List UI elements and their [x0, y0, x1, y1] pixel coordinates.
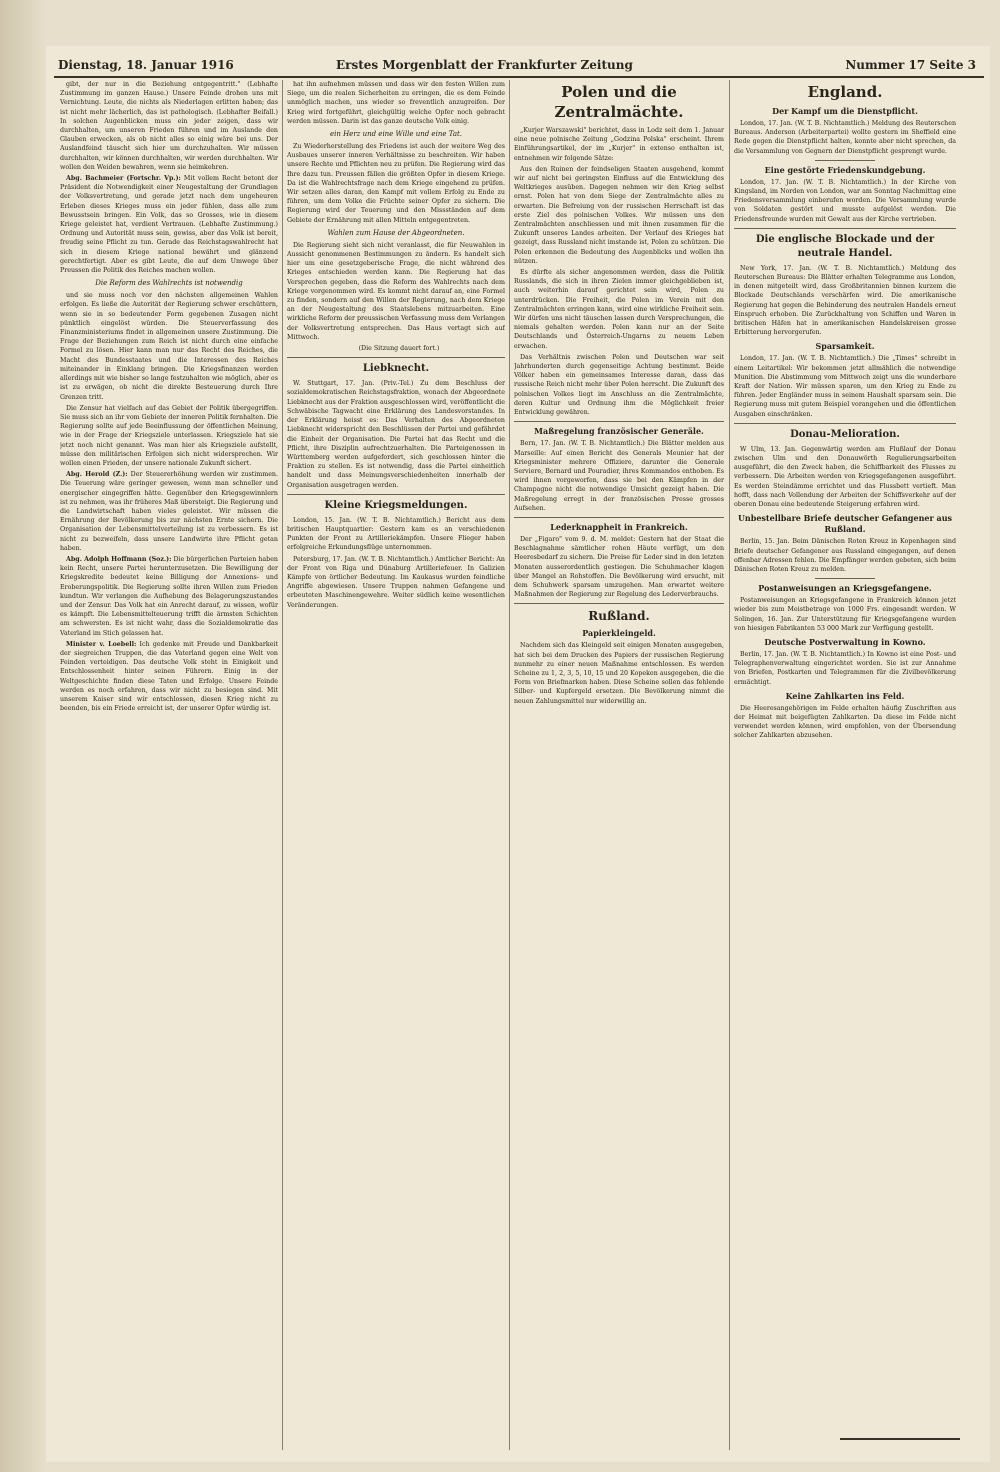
article-paragraph: Zu Wiederherstellung des Friedens ist auch der weitere Weg des Ausbaues unserer inneren Verhältnisse zu beschreiten. Wir haben unsere Rechte und Pflichten neu zu prüfen. Die Regierung wird das Ihre dazu tun. Preussen fällen die größten Opfer in diesem Kriege. Da ist die Wahlrechtsfrage nach dem Kriege eingehend zu prüfen. Wir setzen alles daran, den Kampf mit vollem Erfolg zu Ende zu führen, um dem Volke die Früchte seiner Opfer zu sichern. Die Regierung wird der Teuerung und den Missständen auf dem Gebiete der Ernährung mit allen Mitteln entgegentreten. [287, 143, 505, 224]
article-paragraph: London, 17. Jan. (W. T. B. Nichtamtlich.) Die „Times" schreibt in einem Leitartikel: Wir bekommen jetzt allmählich die notwendige Munition. Die Abstimmung vom Mittwoch zeigt uns die wunderbare Kraft der Nation. Wir müssen sparen, um den Krieg zu Ende zu führen. Jeder Engländer muss in seinem Haushalt sparsam sein. Die Regierung muss mit gutem Beispiel vorangehen und die öffentlichen Ausgaben einschränken. [734, 355, 956, 418]
column-4 [734, 80, 956, 1448]
section-divider [514, 421, 724, 422]
column-1 [60, 80, 278, 1448]
bottom-rule [840, 1438, 960, 1446]
subheading: ein Herz und eine Wille und eine Tat. [329, 130, 463, 139]
article-heading: Donau-Melioration. [790, 428, 900, 440]
article-paragraph: Nachdem sich das Kleingeld seit einigen Monaten ausgegeben, hat sich bei dem Drucken des Papiers der russischen Regierung nunmehr zu einer neuen Maßnahme entschlossen. Es werden Scheine zu 1, 2, 3, 5, 10, 15 und 20 Kopeken ausgegeben, die die Form von Briefmarken haben. Diese Scheine sollen das fehlende Silber- und Kupfergeld ersetzen. Die Bevölkerung nimmt die neuen Zahlungsmittel nur widerwillig an. [514, 642, 724, 705]
article-heading: England. [807, 83, 883, 101]
article-subheading: Sparsamkeit. [815, 341, 875, 352]
article-paragraph: Die Regierung sieht sich nicht veranlasst, die für Neuwahlen in Aussicht genommenen Bestimmungen zu ändern. Es handelt sich hier um eine gesetzgeberische Frage, die nicht während des Krieges entschieden werden kann. Die Regierung hat das Versprechen gegeben, dass die Reform des Wahlrechts nach dem Kriege vorgenommen wird. Es kommt nicht darauf an, eine Formel zu finden, sondern auf den Willen der Regierung, nach dem Kriege an der Neugestaltung des Staatslebens mitzuarbeiten. Eine wirkliche Reform der preussischen Verfassung muss dem Verlangen der Volksvertretung entsprechen. Das Haus vertagt sich auf Mittwoch. [287, 241, 505, 341]
speaker-name: Abg. Bachmeier (Fortschr. Vp.): [66, 175, 181, 183]
article-heading: Die englische Blockade und der neutrale Handel. [755, 233, 935, 259]
article-paragraph: London, 17. Jan. (W. T. B. Nichtamtlich.) Meldung des Reuterschen Bureaus. Anderson (Arbeiterpartei) wollte gestern im Sheffield eine Rede gegen die Dienstpflicht halten, konnte aber nicht sprechen, da die Versammlung von Gegnern der Dienstpflicht gesprengt wurde. [734, 120, 956, 155]
column-2 [287, 80, 505, 1448]
article-paragraph: Berlin, 15. Jan. Beim Dänischen Roten Kreuz in Kopenhagen sind Briefe deutscher Gefangener aus Russland eingegangen, auf denen offenbar Adressen fehlen. Die Empfänger werden gebeten, sich beim Dänischen Roten Kreuz zu melden. [734, 538, 956, 573]
article-paragraph: Berlin, 17. Jan. (W. T. B. Nichtamtlich.) In Kowno ist eine Post- und Telegraphenverwaltung eingerichtet worden. Sie ist zur Annahme von Briefen, Postkarten und Telegrammen für die Zivilbevölkerung ermächtigt. [734, 650, 956, 686]
article-paragraph: Die Zensur hat vielfach auf das Gebiet der Politik übergegriffen. Sie muss sich an ihr vom Gebiete der inneren Politik fernhalten. Die Regierung sollte auf jede Beeinflussung der öffentlichen Meinung, wie in der Frage der Kriegsziele unterlassen. Kriegsziele hat sie jetzt noch nicht genannt. Was man hier als Kriegsziele aufstellt, müsse den militärischen Erfolgen sich nicht widersprechen. Wir wollen einen Frieden, der unsere nationale Zukunft sichert. [60, 404, 278, 467]
article-paragraph: London, 17. Jan. (W. T. B. Nichtamtlich.) In der Kirche von Kingsland, im Norden von London, war am Sonntag Nachmittag eine Friedensversammlung einberufen worden. Die Versammlung wurde von Soldaten gestört und musste aufgelöst werden. Die Friedensfreunde wurden mit Gewalt aus der Kirche vertrieben. [734, 178, 956, 223]
article-paragraph: W Ulm, 13. Jan. Gegenwärtig werden am Flußlauf der Donau zwischen Ulm und den Donauwörth Regulierungsarbeiten ausgeführt, die den Zweck haben, die Schiffbarkeit des Flusses zu verbessern. Die Arbeiten werden von Kriegsgefangenen ausgeführt. Es werden Steindämme errichtet und das Flussbett vertieft. Man hofft, dass nach Vollendung der Arbeiten der Schiffsverkehr auf der oberen Donau eine bedeutende Steigerung erfahren wird. [734, 445, 956, 509]
article-paragraph: Ich gedenke mit Freude und Dankbarkeit der siegreichen Truppen, die das Vaterland gegen eine Welt von Feinden verteidigen. Das deutsche Volk steht in Einigkeit und Entschlossenheit hinter seinen Führern. Einig in der Weltgeschichte finden diese Taten und Erfolge. Unsere Feinde werden es noch erfahren, dass wir nicht zu besiegen sind. Mit unserem Kaiser sind wir entschlossen, diesen Krieg nicht zu beenden, bis ein Friede erreicht ist, der unserer Opfer würdig ist. [60, 640, 278, 713]
subheading: Wahlen zum Hause der Abgeordneten. [327, 228, 465, 237]
masthead-page-number: Nummer 17 Seite 3 [845, 58, 976, 72]
article-paragraph: „Kurjer Warszawski" berichtet, dass in Lodz seit dem 1. Januar eine neue polnische Zeitung „Godzina Polska" erscheint. Ihrem Einführungsartikel, der im „Kurjer" in extenso enthalten ist, entnehmen wir folgende Sätze: [514, 127, 724, 162]
article-paragraph: Postanweisungen an Kriegsgefangene in Frankreich können jetzt wieder bis zum Meistbetrage von 1000 Frs. eingesandt werden. W Solingen, 16. Jan. Zur Unterstützung für Kriegsgefangene wurden von hiesigen Fabrikanten 53 000 Mark zur Verfügung gestellt. [734, 597, 956, 632]
article-heading: Lederknappheit in Frankreich. [550, 521, 688, 532]
article-heading: Kleine Kriegsmeldungen. [324, 499, 468, 511]
article-subheading: Deutsche Postverwaltung in Kowno. [764, 636, 926, 647]
speaker-name: Minister v. Loebell: [66, 640, 137, 648]
article-heading: Liebknecht. [362, 363, 430, 375]
article-paragraph: London, 15. Jan. (W. T. B. Nichtamtlich.) Bericht aus dem britischen Hauptquartier: Gestern kam es an verschiedenen Punkten der Front zu Artilleriekämpfen. Unsere Flieger haben erfolgreiche Erkundungsflüge unternommen. [287, 516, 505, 552]
column-divider [729, 80, 730, 1450]
section-divider [514, 517, 724, 518]
masthead-date: Dienstag, 18. Januar 1916 [58, 58, 234, 72]
article-subheading: Der Kampf um die Dienstpflicht. [772, 106, 918, 116]
masthead-rule [54, 76, 984, 78]
article-paragraph: hat ihn aufnehmen müssen und dass wir den festen Willen zum Siege, um die realen Sicherheiten zu erringen, die es dem Feinde unmöglich machen, uns wieder so freventlich anzugreifen. Der Krieg wird fortgeführt, gleichgültig welche Opfer noch gebracht werden müssen. Darin ist das ganze deutsche Volk einig. [287, 81, 505, 125]
section-divider [287, 357, 505, 358]
section-divider [287, 494, 505, 495]
article-paragraph: New York, 17. Jan. (W. T. B. Nichtamtlich.) Meldung des Reuterschen Bureaus: Die Blätter erhalten Telegramme aus London, in denen mitgeteilt wird, dass Großbritannien binnen kurzem die Blockade Deutschlands verschärfen wird. Die amerikanische Regierung hat gegen die Behinderung des neutralen Handels erneut Einspruch erhoben. Die Zurückhaltung von Schiffen und Waren in britischen Häfen hat in amerikanischen Handelskreisen grosse Erbitterung hervorgerufen. [734, 264, 956, 337]
section-divider [815, 578, 875, 579]
article-subheading: Unbestellbare Briefe deutscher Gefangener aus Rußland. [737, 513, 953, 535]
article-subheading: Papierkleingeld. [582, 628, 656, 639]
article-heading: Maßregelung französischer Generäle. [534, 426, 704, 437]
speaker-name: Abg. Adolph Hoffmann (Soz.): [66, 555, 172, 563]
page-gutter [0, 0, 46, 1472]
article-paragraph: Petersburg, 17. Jan. (W. T. B. Nichtamtlich.) Amtlicher Bericht: An der Front von Riga und Dünaburg Artilleriefeuer. In Galizien Kämpfe von örtlicher Bedeutung. Im Kaukasus wurden feindliche Angriffe abgewiesen. Unsere Truppen nahmen Gefangene und erbeuteten Maschinengewehre. Weiter südlich keine wesentlichen Veränderungen. [287, 555, 505, 609]
masthead-title: Erstes Morgenblatt der Frankfurter Zeitung [336, 58, 633, 72]
speaker-name: Abg. Herold (Z.): [66, 471, 128, 479]
article-paragraph: Die bürgerlichen Parteien haben kein Recht, unsere Partei herunterzusetzen. Die Bewilligung der Kriegskredite bedeutet keine Billigung der Annexions- und Eroberungspolitik. Die Regierung sollte ihren Willen zum Frieden kundtun. Wir verlangen die Aufhebung des Belagerungszustandes und der Zensur. Das Volk hat ein Anrecht darauf, zu wissen, wofür es kämpft. Die Lebensmittelteuerung trifft die ärmsten Schichten am schwersten. Es ist nicht wahr, dass die Sozialdemokratie das Vaterland im Stich gelassen hat. [60, 555, 278, 637]
article-subheading: Keine Zahlkarten ins Feld. [785, 690, 905, 701]
article-paragraph: Aus den Ruinen der feindseligen Staaten ausgehend, kommt wir auf nicht bei geringsten Einfluss auf die Entwicklung des Weltkrieges ausüben. Dagegen nehmen wir den Krieg selbst ernst. Polen hat von dem Siege der Zentralmächte alles zu erwarten. Die Befreiung von der russischen Herrschaft ist das erste Ziel des polnischen Volkes. Wir müssen uns den Zentralmächten anschliessen und mit ihnen zusammen für die Zukunft unseres Landes arbeiten. Der Verlauf des Krieges hat gezeigt, dass Russland nicht imstande ist, Polen zu schützen. Die Polen erkennen die Bedeutung des Augenblicks und wollen ihn nützen. [514, 165, 724, 265]
column-3 [514, 80, 724, 1448]
section-divider [815, 160, 875, 161]
article-paragraph: Die Heeresangehörigen im Felde erhalten häufig Zuschriften aus der Heimat mit beigefügten Zahlkarten. Da diese im Felde nicht verwendet werden können, wird empfohlen, von der Übersendung solcher Zahlkarten abzusehen. [734, 704, 956, 740]
masthead [46, 56, 990, 76]
column-divider [509, 80, 510, 1450]
column-divider [282, 80, 283, 1450]
article-paragraph: Der Steuererhöhung werden wir zustimmen. Die Teuerung wäre geringer gewesen, wenn man schneller und energischer eingegriffen hätte. Gegenüber den Kriegsgewinnlern ist zu nehmen, was ihr früheres Maß übersteigt. Die Regierung und die Landwirtschaft haben vieles geleistet. Wir müssen die Ernährung der Bevölkerung bis zur nächsten Ernte sichern. Die Organisation der Lebensmittelverteilung ist zu verbessern. Es ist nicht zu bezweifeln, dass unsere Landwirte ihre Pflicht getan haben. [60, 471, 278, 552]
article-subheading: Postanweisungen an Kriegsgefangene. [758, 583, 932, 594]
section-divider [514, 603, 724, 604]
subheading: Die Reform des Wahlrechts ist notwendig [95, 279, 243, 288]
article-subheading: Eine gestörte Friedenskundgebung. [764, 164, 926, 175]
article-paragraph: Mit vollem Recht betont der Präsident die Notwendigkeit einer Neugestaltung der Grundlagen der Volksvertretung, und gerade jetzt nach dem ungeheuren Erleben dieses Krieges muss ein jeder fühlen, dass alle zum Bewusstsein bringen. Ein Volk, das so Grosses, wie in diesem Kriege geleistet hat, verdient Vertrauen. (Lebhafte Zustimmung.) Ordnung und Autorität muss sein, gewiss, aber das Volk ist bereit, freudig seine Pflicht zu tun. Gerade das Reichstagswahlrecht hat sich in diesem Kriege national bewährt und glänzend gerechtfertigt. Aber es gibt Leute, die auf dem Umwege über Preussen die Politik des Reiches machen wollen. [60, 175, 278, 275]
article-paragraph: gibt, der nur in die Beziehung entgegentritt." (Lebhafte Zustimmung im ganzen Hause.) Unsere Feinde drohen uns mit Vernichtung. Leute, die nichts als Niederlagen erlitten haben; das ist nicht mehr lächerlich, das ist pathologisch. (Lebhafter Beifall.) In solchen Augenblicken muss ein jeder zeigen, dass wir durchhalten, um unseren Frieden führen und im Auslande den Glauben erwecken, als ob nicht alles so einig wäre bei uns. Der Auslandfeind täuscht sich hier um durchzuhalten. Wir müssen durchhalten, wir können durchhalten, wir werden durchhalten. Wir wollen den Weiden bewahren, wenn sie heimkehren. [60, 81, 278, 171]
section-divider [734, 228, 956, 229]
article-heading: Rußland. [588, 609, 650, 624]
article-paragraph: Bern, 17. Jan. (W. T. B. Nichtamtlich.) Die Blätter melden aus Marseille: Auf einen Bericht des Generals Meunier hat der Kriegsminister mehrere Offiziere, darunter die Generale Serviere, Bernard und Pouradier, ihres Kommandos enthoben. Es wird ihnen vorgeworfen, dass sie bei den Kämpfen in der Champagne nicht die notwendige Umsicht gezeigt haben. Die Maßregelung erregt in der französischen Presse grosses Aufsehen. [514, 440, 724, 512]
article-paragraph: Es dürfte als sicher angenommen werden, dass die Politik Russlands, die sich in ihren Zielen immer gleichgeblieben ist, auch weiterhin darauf gerichtet sein wird, Polen zu unterdrücken. Die Freiheit, die Polen im Verein mit den Zentralmächten erringen kann, wird eine wirkliche Freiheit sein. Wir dürfen uns nicht täuschen lassen durch Versprechungen, die niemals gehalten werden. Polen kann nur an der Seite Deutschlands und Österreich-Ungarns zu neuem Leben erwachen. [514, 269, 724, 350]
article-paragraph: Das Verhältnis zwischen Polen und Deutschen war seit Jahrhunderten durch gegenseitige Achtung bestimmt. Beide Völker haben ein gemeinsames Interesse daran, dass das russische Reich nicht mehr über Polen herrscht. Die Zukunft des polnischen Volkes liegt im Anschluss an die Zentralmächte, deren Kultur und Ordnung ihm die Möglichkeit freier Entwicklung gewähren. [514, 353, 724, 417]
session-note: (Die Sitzung dauert fort.) [358, 345, 440, 353]
article-heading: Polen und die Zentralmächte. [554, 83, 684, 121]
article-paragraph: und sie muss noch vor den nächsten allgemeinen Wahlen erfolgen. Es ließe die Autorität der Regierung schwer erschüttern, wenn sie in so bedeutender Form gegebenen Zusagen nicht pünktlich eingelöst würden. Die Steuerverfassung des Finanzministeriums findet in allgemeinen unsere Zustimmung. Die Frage der Beziehungen zum Reich ist nicht durch eine einfache Formel zu lösen. Hier kann man nur das Recht des Reiches, die Macht des Bundesstaates und die Interessen des Reiches miteinander in Einklang bringen. Die Kriegsfinanzen werden allerdings mit wie bisher so lange festzuhalten wie möglich, aber es ist zu erwägen, ob nicht die direkte Besteuerung durch Ihre Grenzen tritt. [60, 292, 278, 401]
article-paragraph: W. Stuttgart, 17. Jan. (Priv.-Tel.) Zu dem Beschluss der sozialdemokratischen Reichstagsfraktion, wonach der Abgeordnete Liebknecht aus der Fraktion ausgeschlossen wird, veröffentlicht die Schwäbische Tagwacht eine Erklärung des Landesvorstandes. In der Erklärung heisst es: Das Verhalten des Abgeordneten Liebknecht widerspricht den Beschlüssen der Partei und gefährdet die Einheit der Organisation. Die Partei hat das Recht und die Pflicht, ihre Disziplin aufrechtzuerhalten. Die Parteigenossen in Württemberg werden aufgefordert, sich geschlossen hinter die Fraktion zu stellen. Es ist notwendig, dass die Partei einheitlich handelt und dass Meinungsverschiedenheiten innerhalb der Organisation ausgetragen werden. [287, 380, 505, 489]
section-divider [734, 423, 956, 424]
article-paragraph: Der „Figaro" vom 9. d. M. meldet: Gestern hat der Staat die Beschlagnahme sämtlicher rohen Häute verfügt, um den Heeresbedarf zu sichern. Die Preise für Leder sind in den letzten Monaten ausserordentlich gestiegen. Die Schuhmacher klagen über Mangel an Rohstoffen. Die Bevölkerung wird ersucht, mit dem Schuhwerk sparsam umzugehen. Man erwartet weitere Maßnahmen der Regierung zur Regelung des Lederverbrauchs. [514, 535, 724, 599]
